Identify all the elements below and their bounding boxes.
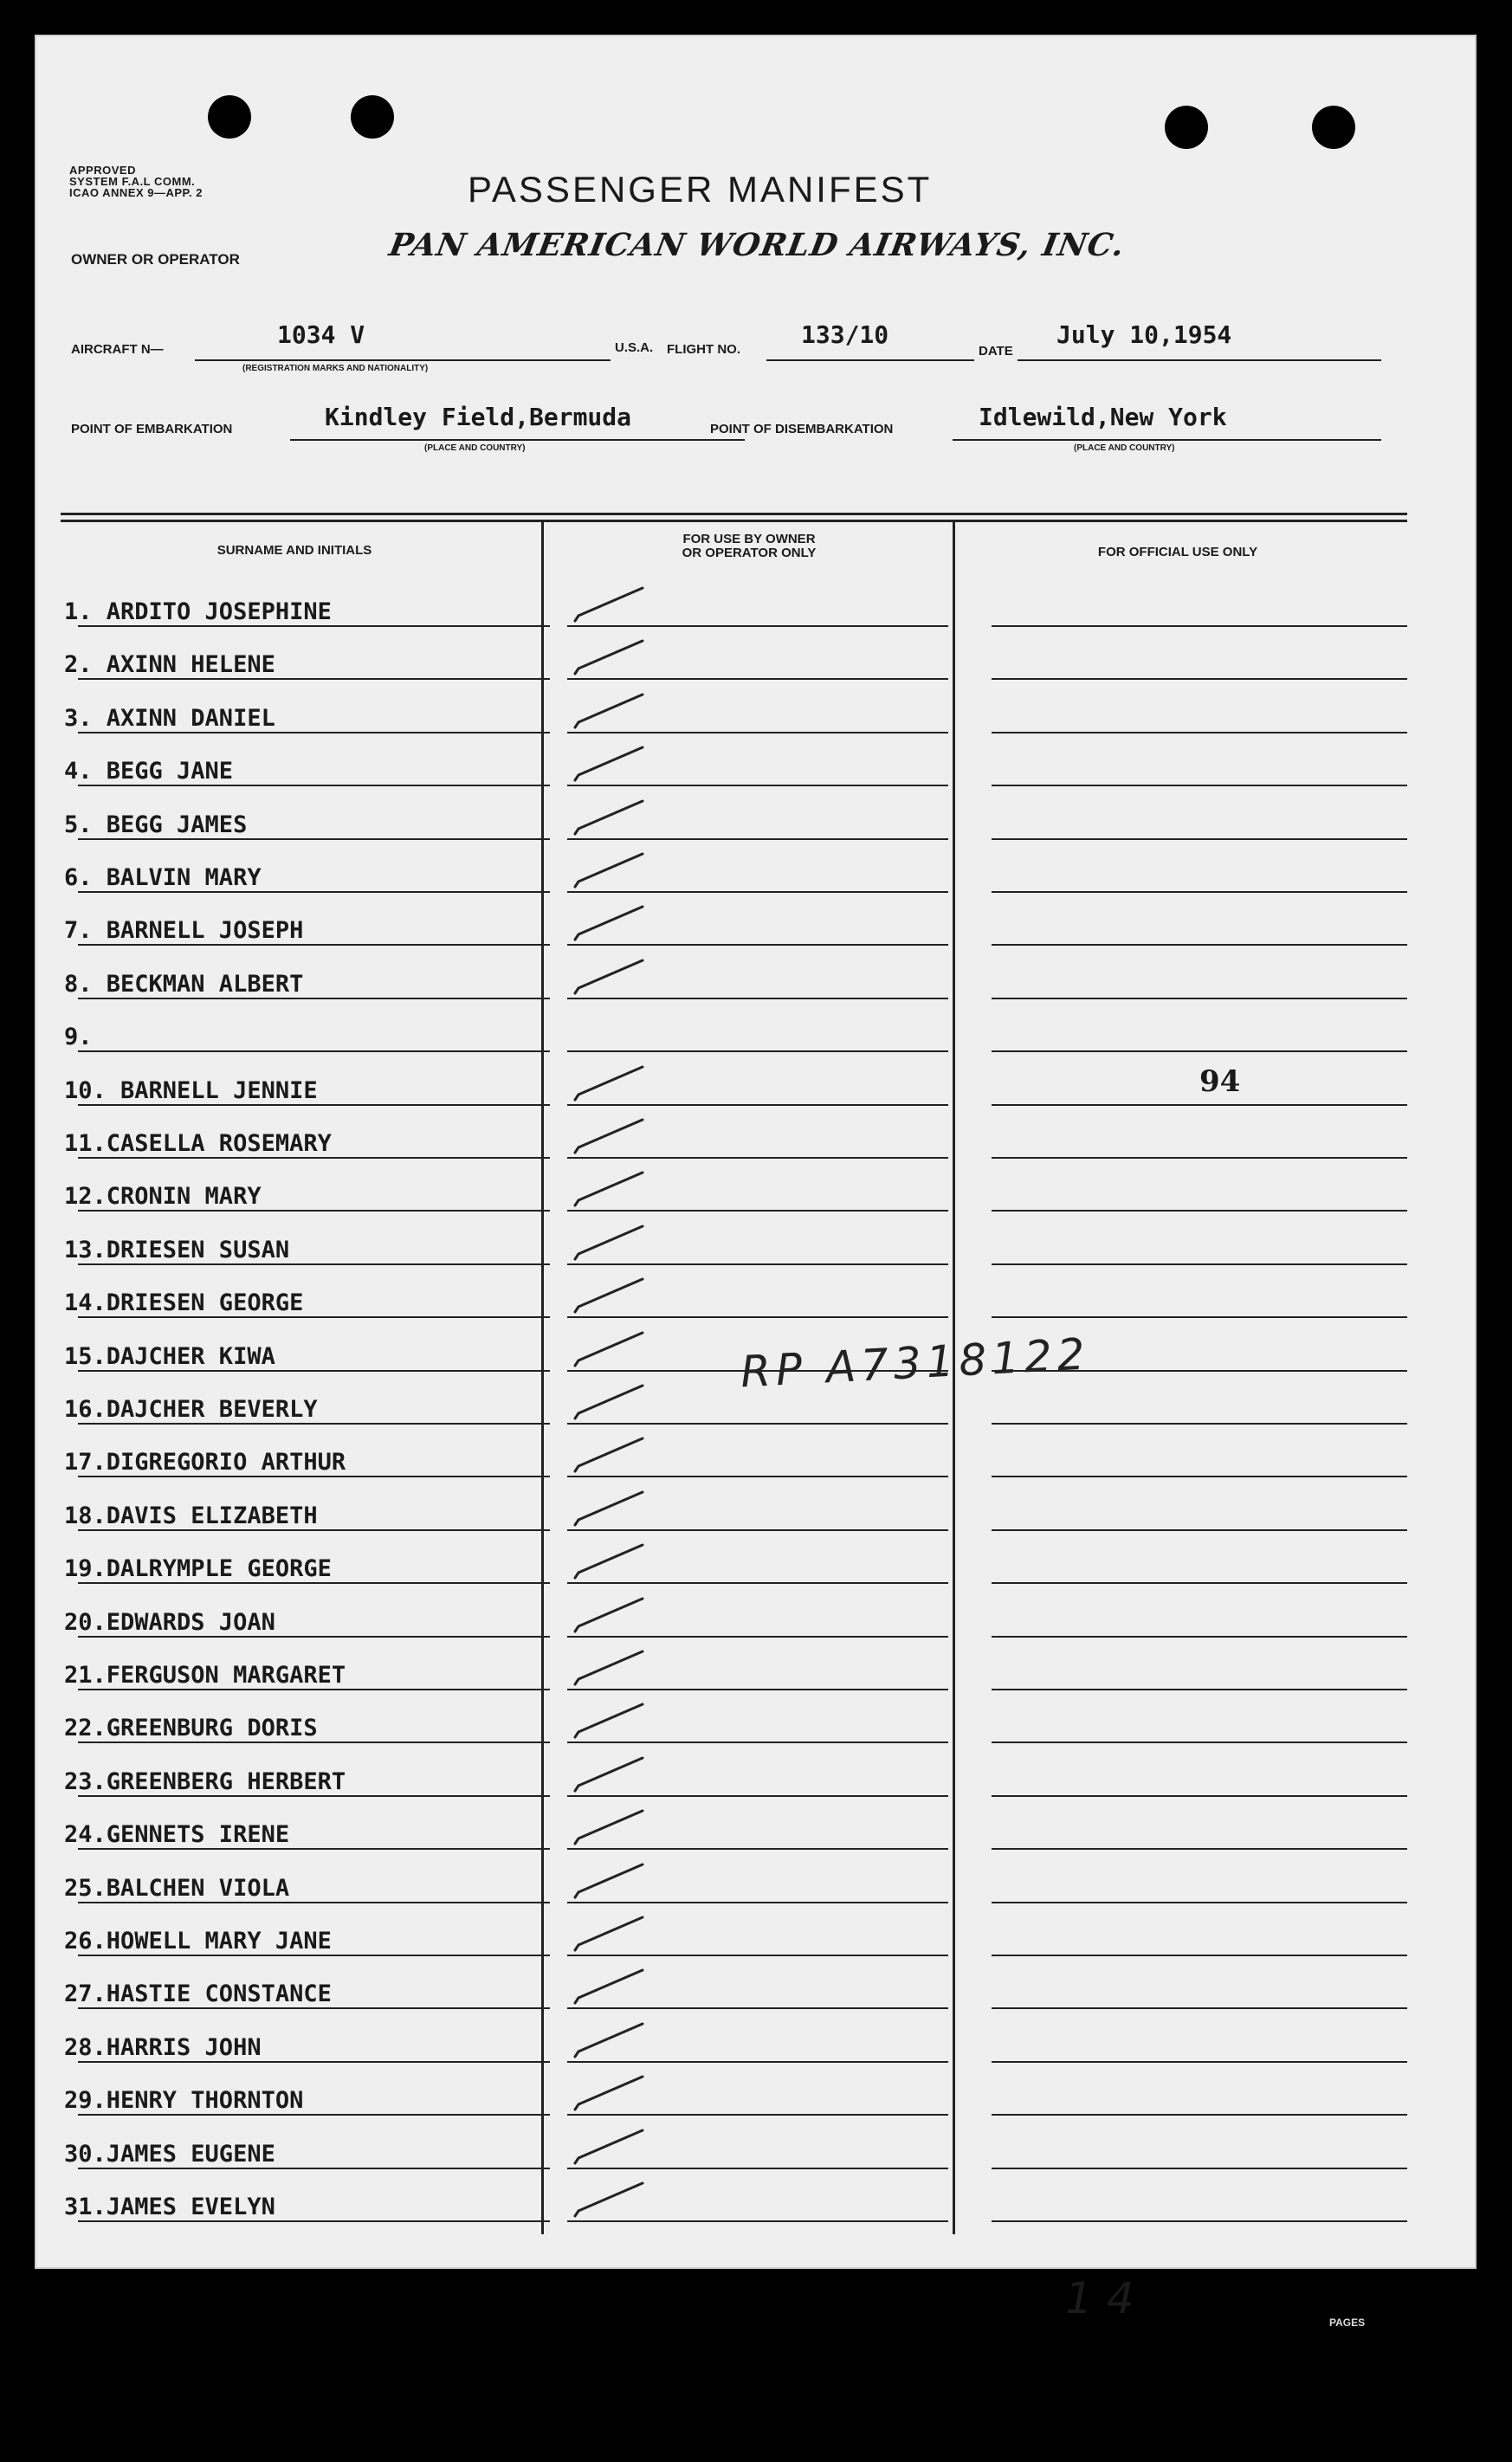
table-row [61,1425,1407,1477]
punch-hole [351,95,394,139]
check-mark-icon [572,1540,649,1583]
table-row [61,1690,1407,1743]
check-mark-icon [572,1646,649,1690]
passenger-name: 19.DALRYMPLE GEORGE [64,1555,332,1583]
passenger-name: 10. BARNELL JENNIE [64,1076,318,1104]
punch-hole [1312,106,1355,149]
passenger-name: 22.GREENBURG DORIS [64,1715,318,1742]
column-header-official-use: FOR OFFICIAL USE ONLY [1097,545,1258,559]
table-row [61,1531,1407,1584]
disembarkation-note: (PLACE AND COUNTRY) [1074,443,1175,453]
check-mark-icon [572,2125,649,2168]
passenger-name: 26.HOWELL MARY JANE [64,1928,332,1955]
flight-no-value: 133/10 [801,320,889,349]
approval-note: APPROVED SYSTEM F.A.L COMM. ICAO ANNEX 9—APP. 2 [69,164,203,199]
flight-no-label: FLIGHT NO. [667,342,740,357]
passenger-name: 1. ARDITO JOSEPHINE [64,598,332,625]
check-mark-icon [572,955,649,998]
passenger-name: 25.BALCHEN VIOLA [64,1874,290,1902]
check-mark-icon [572,1274,649,1317]
check-mark-icon [572,796,649,839]
passenger-name: 11.CASELLA ROSEMARY [64,1130,332,1157]
table-row [61,1638,1407,1690]
page-title: PASSENGER MANIFEST [468,169,933,210]
aircraft-label: AIRCRAFT N— [71,342,164,357]
table-row [61,574,1407,627]
punch-hole [1165,106,1208,149]
passenger-name: 23.GREENBERG HERBERT [64,1767,346,1795]
table-row [61,1319,1407,1372]
official-entry: 94 [1199,1063,1241,1099]
table-row [61,787,1407,840]
check-mark-icon [572,1328,649,1371]
check-mark-icon [572,1380,649,1424]
table-row [61,1159,1407,1212]
disembarkation-label: POINT OF DISEMBARKATION [710,422,894,436]
check-mark-icon [572,1859,649,1903]
aircraft-underline [195,359,611,361]
table-row [61,1797,1407,1850]
table-row [61,1956,1407,2009]
table-row [61,1851,1407,1903]
table-row [61,947,1407,999]
table-row [61,1744,1407,1797]
check-mark-icon [572,1699,649,1742]
passenger-name: 4. BEGG JANE [64,758,234,785]
check-mark-icon [572,2071,649,2115]
usa-label: U.S.A. [615,340,654,355]
passenger-name: 6. BALVIN MARY [64,864,262,891]
passenger-name: 31.JAMES EVELYN [64,2194,275,2220]
check-mark-icon [572,1965,649,2008]
passenger-name: 5. BEGG JAMES [64,811,248,838]
table-row [61,1585,1407,1638]
check-mark-icon [572,1115,649,1158]
aircraft-value: 1034 V [277,320,365,349]
punch-hole [208,95,251,139]
passenger-name: 18.DAVIS ELIZABETH [64,1502,318,1529]
row-rule [78,2220,550,2222]
registration-note: (REGISTRATION MARKS AND NATIONALITY) [242,364,429,373]
table-row [61,2116,1407,2169]
check-mark-icon [572,742,649,785]
manifest-page [35,35,1476,2329]
table-top-rule-2 [61,520,1407,522]
table-row [61,2169,1407,2222]
check-mark-icon [572,2019,649,2062]
owner-label: OWNER OR OPERATOR [71,251,240,268]
passenger-name: 27.HASTIE CONSTANCE [64,1981,332,2008]
table-row [61,1265,1407,1318]
check-mark-icon [572,689,649,733]
passenger-name: 29.HENRY THORNTON [64,2087,304,2115]
table-row [61,627,1407,680]
check-mark-icon [572,1433,649,1477]
table-row [61,733,1407,786]
check-mark-icon [572,1221,649,1264]
table-row [61,840,1407,893]
passenger-name: 14.DRIESEN GEORGE [64,1289,304,1317]
passenger-name: 30.JAMES EUGENE [64,2140,275,2168]
column-header-surname: SURNAME AND INITIALS [216,543,372,558]
passenger-name: 8. BECKMAN ALBERT [64,970,304,998]
table-row [61,1106,1407,1159]
check-mark-icon [572,583,649,626]
embarkation-note: (PLACE AND COUNTRY) [424,443,526,453]
handwritten-note: RP A7318122 [739,1328,1091,1398]
check-mark-icon [572,1062,649,1105]
disembarkation-value: Idlewild,New York [979,403,1227,431]
table-row [61,1212,1407,1265]
table-row [61,999,1407,1052]
table-row [61,1053,1407,1106]
check-mark-icon [572,1912,649,1955]
passenger-name: 21.FERGUSON MARGARET [64,1662,346,1689]
date-label: DATE [979,344,1013,359]
date-underline [1018,359,1381,361]
table-row [61,1903,1407,1956]
passenger-name: 12.CRONIN MARY [64,1183,262,1211]
passenger-name: 3. AXINN DANIEL [64,704,275,732]
pages-count: 1 4 [1065,2273,1134,2323]
passenger-name: 17.DIGREGORIO ARTHUR [64,1449,346,1477]
passenger-name: 28.HARRIS JOHN [64,2033,262,2061]
pages-label: PAGES [1329,2317,1366,2329]
embarkation-underline [290,439,745,441]
check-mark-icon [572,1806,649,1849]
passenger-name: 15.DAJCHER KIWA [64,1342,275,1370]
passenger-name: 24.GENNETS IRENE [64,1821,290,1849]
flight-no-underline [766,359,974,361]
passenger-name: 20.EDWARDS JOAN [64,1608,275,1636]
operator-name: PAN AMERICAN WORLD AIRWAYS, INC. [386,227,1128,263]
table-row [61,2010,1407,2063]
passenger-name: 16.DAJCHER BEVERLY [64,1396,318,1423]
embarkation-label: POINT OF EMBARKATION [71,422,233,436]
table-row [61,681,1407,733]
check-mark-icon [572,636,649,679]
table-row [61,2063,1407,2116]
passenger-name: 7. BARNELL JOSEPH [64,917,304,945]
check-mark-icon [572,1167,649,1211]
passenger-name: 13.DRIESEN SUSAN [64,1236,290,1263]
passenger-name: 2. AXINN HELENE [64,651,275,679]
check-mark-icon [572,1487,649,1530]
check-mark-icon [572,2178,649,2221]
check-mark-icon [572,849,649,892]
check-mark-icon [572,1593,649,1637]
check-mark-icon [572,901,649,945]
table-row [61,1372,1407,1425]
passenger-name: 9. [64,1024,93,1051]
disembarkation-underline [953,439,1381,441]
row-rule [992,2220,1407,2222]
column-header-owner-use: FOR USE BY OWNER OR OPERATOR ONLY [682,532,817,560]
embarkation-value: Kindley Field,Bermuda [325,403,632,431]
table-row [61,893,1407,946]
check-mark-icon [572,1753,649,1796]
date-value: July 10,1954 [1056,320,1232,349]
table-top-rule [61,513,1407,515]
table-row [61,1478,1407,1531]
